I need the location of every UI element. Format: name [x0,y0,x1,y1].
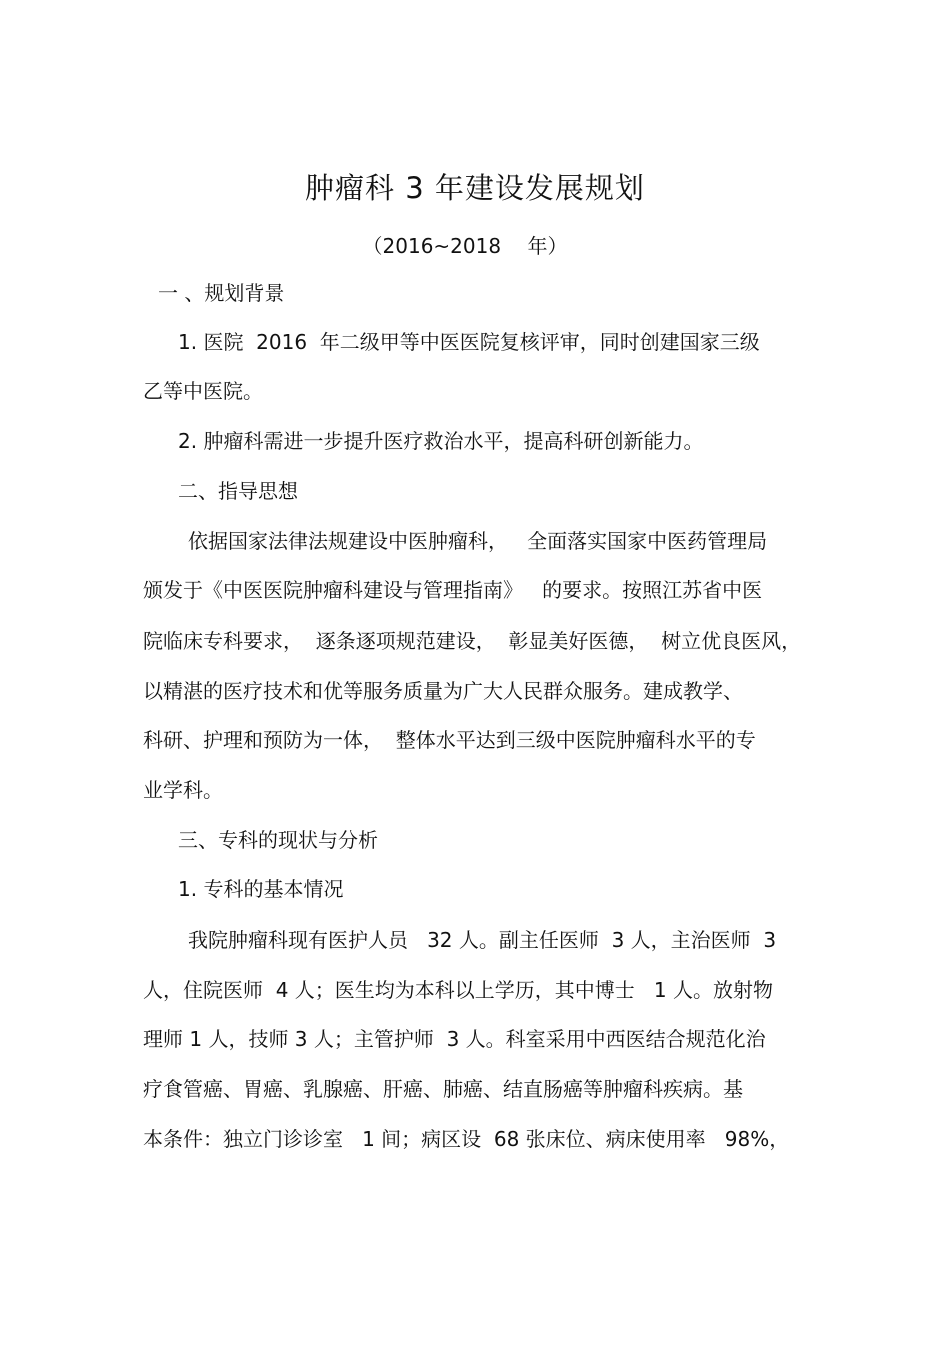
section-heading-guiding-ideology: 二、指导思想 [178,479,298,503]
paragraph-line: 依据国家法律法规建设中医肿瘤科， 全面落实国家中医药管理局 [188,529,768,553]
paragraph-line: 1. 医院 2016 年二级甲等中医医院复核评审，同时创建国家三级 [178,330,760,354]
paragraph-line: 疗食管癌、胃癌、乳腺癌、肝癌、肺癌、结直肠癌等肿瘤科疾病。基 [143,1077,743,1101]
paragraph-line: 院临床专科要求， 逐条逐项规范建设， 彰显美好医德， 树立优良医风， [143,629,802,653]
paragraph-line: 以精湛的医疗技术和优等服务质量为广大人民群众服务。建成教学、 [143,679,743,703]
document-subtitle: （2016~2018 年） [362,234,568,258]
paragraph-line: 2. 肿瘤科需进一步提升医疗救治水平，提高科研创新能力。 [178,429,704,453]
section-heading-background: 一 、规划背景 [158,281,285,305]
paragraph-line: 颁发于《中医医院肿瘤科建设与管理指南》 的要求。按照江苏省中医 [143,578,763,602]
subsection-heading-basic-info: 1. 专科的基本情况 [178,877,344,901]
section-heading-status-analysis: 三、专科的现状与分析 [178,828,378,852]
paragraph-line: 科研、护理和预防为一体， 整体水平达到三级中医院肿瘤科水平的专 [143,728,756,752]
paragraph-line: 乙等中医院。 [143,379,263,403]
paragraph-line: 本条件：独立门诊诊室 1 间；病区设 68 张床位、病床使用率 98%， [143,1127,790,1151]
paragraph-line: 人，住院医师 4 人；医生均为本科以上学历，其中博士 1 人。放射物 [143,978,773,1002]
document-title: 肿瘤科 3 年建设发展规划 [305,171,645,205]
paragraph-line: 理师 1 人，技师 3 人；主管护师 3 人。科室采用中西医结合规范化治 [143,1027,766,1051]
paragraph-line: 业学科。 [143,778,223,802]
paragraph-line: 我院肿瘤科现有医护人员 32 人。副主任医师 3 人，主治医师 3 [188,928,777,952]
